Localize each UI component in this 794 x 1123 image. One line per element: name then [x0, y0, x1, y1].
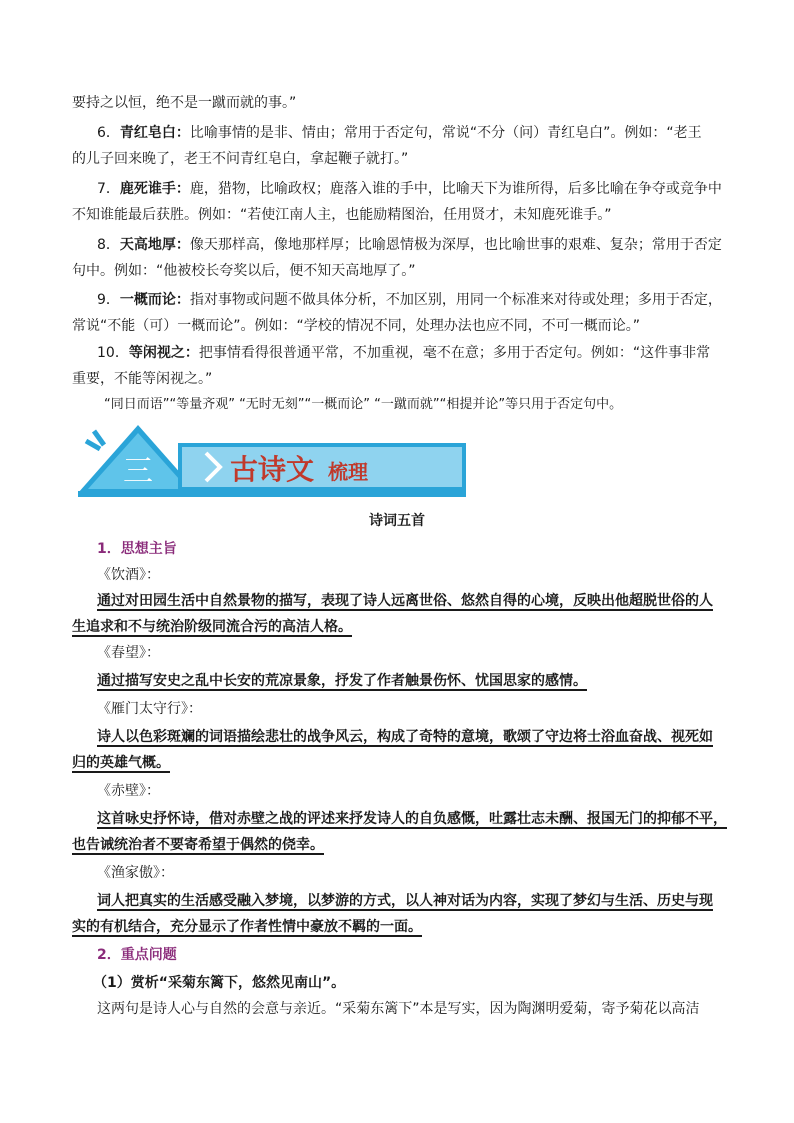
item-number: 6． [97, 125, 120, 141]
idiom-term: 一概而论： [119, 292, 190, 308]
idiom-item-8 [97, 232, 757, 258]
text-line: 重要，不能等闲视之。” [72, 371, 213, 387]
idiom-term: 鹿死谁手： [119, 181, 190, 197]
poem-title: 《春望》： [97, 645, 160, 661]
question: （1）赏析“采菊东篱下，悠然见南山”。 [93, 975, 346, 991]
idiom-definition: 比喻事情的是非、情由；常用于否定句，常说“不分（问）青红皂白”。例如：“老王 [189, 125, 702, 141]
banner-numeral: 三 [123, 454, 153, 489]
idiom-definition: 把事情看得很普通平常，不加重视，毫不在意；多用于否定句。例如：“这件事非常 [198, 345, 711, 361]
text-line: 常说“不能（可）一概而论”。例如：“学校的情况不同，处理办法也应不同，不可一概而论。” [72, 318, 641, 334]
idiom-item-7 [97, 176, 757, 202]
poem-summary: 生追求和不与统治阶级同流合污的高洁人格。 [72, 619, 352, 635]
note-line: “同日而语”“等量齐观” “无时无刻”“一概而论” “一蹴而就”“相提并论”等只用于否定句中。 [104, 397, 623, 412]
key-heading: 2．重点问题 [97, 947, 177, 963]
idiom-item-10 [97, 340, 757, 366]
poem-title: 《赤壁》： [97, 783, 160, 799]
idiom-definition: 像天那样高，像地那样厚；比喻恩情极为深厚，也比喻世事的艰难、复杂；常用于否定 [189, 237, 722, 253]
poem-summary: 通过描写安史之乱中长安的荒凉景象，抒发了作者触景伤怀、忧国思家的感情。 [97, 673, 587, 689]
answer-line: 这两句是诗人心与自然的会意与亲近。“采菊东篱下”本是写实，因为陶渊明爱菊，寄予菊花以高洁 [97, 1001, 700, 1017]
poem-title: 《渔家傲》： [97, 865, 174, 881]
poem-summary: 这首咏史抒怀诗，借对赤壁之战的评述来抒发诗人的自负感慨，吐露壮志未酬、报国无门的抑郁不平， [97, 811, 727, 827]
theme-heading: 1．思想主旨 [97, 541, 177, 557]
section-title: 诗词五首 [369, 513, 425, 529]
poem-summary: 通过对田园生活中自然景物的描写，表现了诗人远离世俗、悠然自得的心境，反映出他超脱世俗的人 [97, 593, 713, 609]
idiom-item-6 [97, 120, 757, 146]
poem-summary: 实的有机结合，充分显示了作者性情中豪放不羁的一面。 [72, 919, 422, 935]
banner-underline [78, 491, 466, 497]
idiom-term: 等闲视之： [128, 345, 199, 361]
banner-title-small: 梳理 [328, 460, 368, 484]
idiom-term: 天高地厚： [119, 237, 190, 253]
item-number: 9． [97, 292, 120, 308]
poem-summary: 诗人以色彩斑斓的词语描绘悲壮的战争风云，构成了奇特的意境，歌颂了守边将士浴血奋战、视死如 [97, 729, 713, 745]
poem-title: 《饮酒》： [97, 567, 160, 583]
banner-bar-inner [182, 447, 462, 487]
text-line: 要持之以恒，绝不是一蹴而就的事。” [72, 95, 297, 111]
idiom-term: 青红皂白： [119, 125, 190, 141]
text-line: 句中。例如：“他被校长夸奖以后，便不知天高地厚了。” [72, 263, 416, 279]
item-number: 10． [97, 345, 129, 361]
poem-summary: 也告诫统治者不要寄希望于偶然的侥幸。 [72, 837, 324, 853]
idiom-definition: 鹿，猎物，比喻政权；鹿落入谁的手中，比喻天下为谁所得，后多比喻在争夺或竞争中 [189, 181, 722, 197]
item-number: 8． [97, 237, 120, 253]
item-number: 7． [97, 181, 120, 197]
poem-summary: 词人把真实的生活感受融入梦境，以梦游的方式，以人神对话为内容，实现了梦幻与生活、历史与现 [97, 893, 713, 909]
section-banner [78, 423, 468, 505]
decoration-strokes [86, 431, 104, 449]
banner-graphic [78, 423, 468, 505]
idiom-definition: 指对事物或问题不做具体分析，不加区别，用同一个标准来对待或处理；多用于否定， [189, 292, 722, 308]
idiom-item-9 [97, 287, 757, 313]
text-line: 不知谁能最后获胜。例如：“若使江南人主，也能励精图治，任用贤才，未知鹿死谁手。” [72, 207, 612, 223]
text-line: 的儿子回来晚了，老王不问青红皂白，拿起鞭子就打。” [72, 151, 409, 167]
poem-summary: 归的英雄气概。 [72, 755, 170, 771]
banner-title: 古诗文 [230, 453, 315, 486]
poem-title: 《雁门太守行》： [97, 701, 202, 717]
